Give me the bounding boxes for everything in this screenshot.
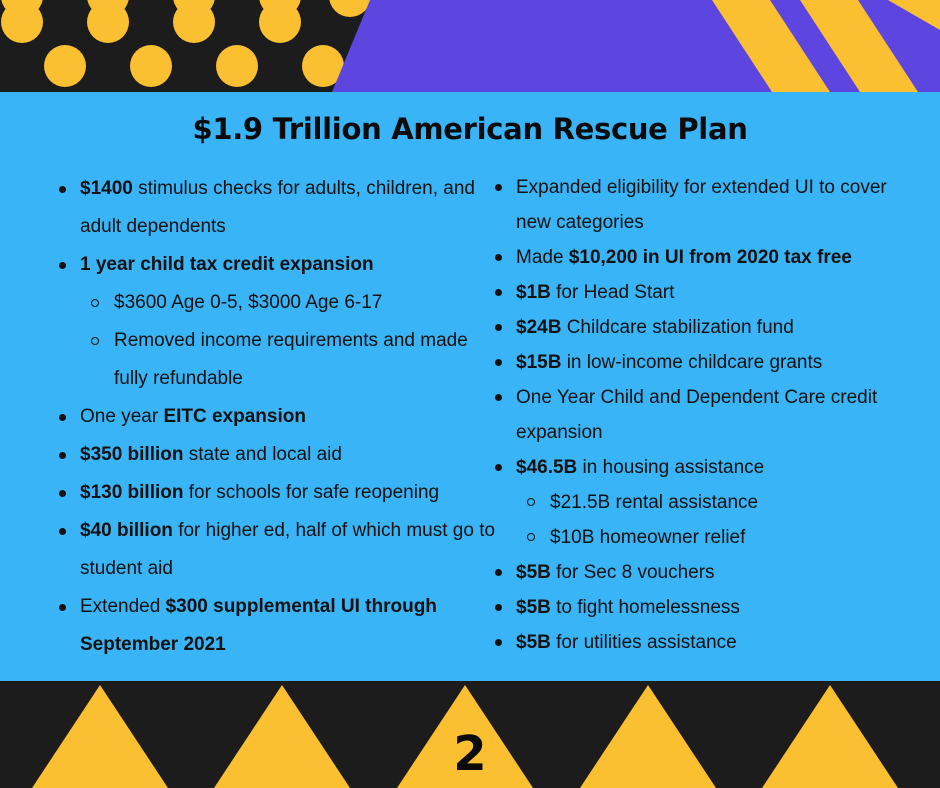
page-title: $1.9 Trillion American Rescue Plan xyxy=(192,112,748,146)
list-item: $5B for Sec 8 vouchers xyxy=(494,555,914,590)
list-item: One year EITC expansion xyxy=(58,398,498,436)
dots-and-stripes-pattern xyxy=(0,0,940,92)
sub-list xyxy=(80,284,498,398)
sub-list-item: Removed income requirements and made fully refundable xyxy=(80,322,498,398)
list-item: $15B in low-income childcare grants xyxy=(494,345,914,380)
list-item: $1B for Head Start xyxy=(494,275,914,310)
list-item: $24B Childcare stabilization fund xyxy=(494,310,914,345)
list-item: Made $10,200 in UI from 2020 tax free xyxy=(494,240,914,275)
list-item: One Year Child and Dependent Care credit expansion xyxy=(494,380,914,450)
sub-list-item: $21.5B rental assistance xyxy=(516,485,914,520)
list-item: 1 year child tax credit expansion $3600 Age 0-5, $3000 Age 6-17 Removed income requirements and made fully refundable xyxy=(58,246,498,398)
right-bullet-list xyxy=(494,170,914,660)
list-item: $5B for utilities assistance xyxy=(494,625,914,660)
top-decorative-band xyxy=(0,0,940,92)
list-item: $5B to fight homelessness xyxy=(494,590,914,625)
page-number: 2 xyxy=(453,726,487,782)
list-item: $130 billion for schools for safe reopening xyxy=(58,474,498,512)
left-bullet-list xyxy=(58,170,498,664)
sub-list-item: $10B homeowner relief xyxy=(516,520,914,555)
list-item: Extended $300 supplemental UI through September 2021 xyxy=(58,588,498,664)
list-item: $350 billion state and local aid xyxy=(58,436,498,474)
list-item: $40 billion for higher ed, half of which must go to student aid xyxy=(58,512,498,588)
sub-list-item: $3600 Age 0-5, $3000 Age 6-17 xyxy=(80,284,498,322)
sub-list xyxy=(516,485,914,555)
list-item: Expanded eligibility for extended UI to cover new categories xyxy=(494,170,914,240)
list-item: $46.5B in housing assistance $21.5B rental assistance $10B homeowner relief xyxy=(494,450,914,555)
list-item: $1400 stimulus checks for adults, children, and adult dependents xyxy=(58,170,498,246)
